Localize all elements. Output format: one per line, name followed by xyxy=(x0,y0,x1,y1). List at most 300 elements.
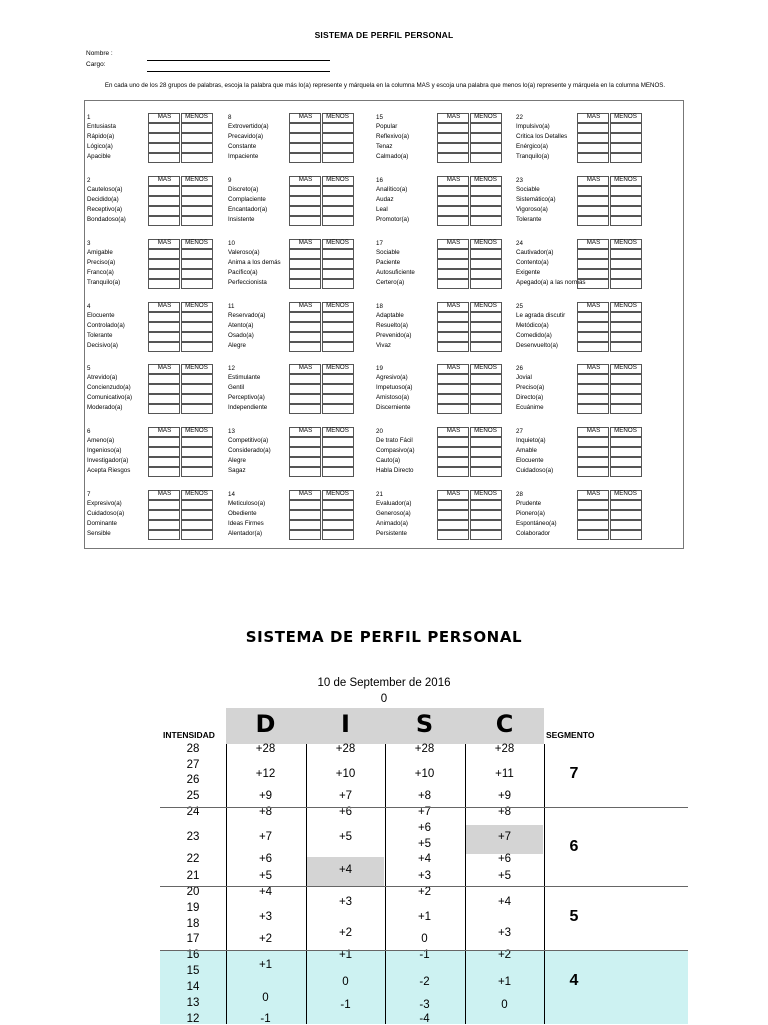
menos-checkbox[interactable] xyxy=(470,374,502,384)
menos-checkbox[interactable] xyxy=(322,279,354,289)
grid-vline xyxy=(306,744,307,1024)
menos-checkbox[interactable] xyxy=(322,196,354,206)
mas-checkbox[interactable] xyxy=(437,510,469,520)
menos-checkbox[interactable] xyxy=(322,332,354,342)
mas-checkbox[interactable] xyxy=(577,186,609,196)
menos-checkbox[interactable] xyxy=(322,133,354,143)
menos-checkbox[interactable] xyxy=(470,259,502,269)
mas-checkbox[interactable] xyxy=(577,404,609,414)
mas-checkbox[interactable] xyxy=(148,530,180,540)
mas-checkbox[interactable] xyxy=(577,467,609,477)
mas-checkbox[interactable] xyxy=(148,342,180,352)
menos-checkbox[interactable] xyxy=(470,437,502,447)
mas-checkbox[interactable] xyxy=(437,374,469,384)
mas-checkbox[interactable] xyxy=(289,216,321,226)
mas-checkbox[interactable] xyxy=(289,520,321,530)
menos-checkbox[interactable] xyxy=(181,457,213,467)
mas-checkbox[interactable] xyxy=(148,384,180,394)
disc-value-i: +28 xyxy=(335,743,356,755)
mas-checkbox[interactable] xyxy=(437,530,469,540)
menos-checkbox[interactable] xyxy=(181,269,213,279)
grid-vline xyxy=(465,744,466,1024)
word-group xyxy=(226,291,361,353)
mas-checkbox[interactable] xyxy=(577,206,609,216)
menos-checkbox[interactable] xyxy=(181,530,213,540)
mas-checkbox[interactable] xyxy=(289,312,321,322)
word-option: Tranquilo(a) xyxy=(516,153,550,160)
menos-checkbox[interactable] xyxy=(610,467,642,477)
mas-checkbox[interactable] xyxy=(289,437,321,447)
menos-checkbox[interactable] xyxy=(322,374,354,384)
menos-checkbox[interactable] xyxy=(322,520,354,530)
menos-checkbox[interactable] xyxy=(181,143,213,153)
letter-s: S xyxy=(415,710,434,738)
mas-checkbox[interactable] xyxy=(289,467,321,477)
menos-checkbox[interactable] xyxy=(470,404,502,414)
word-option: Comedido(a) xyxy=(516,332,552,339)
word-option: Competitivo(a) xyxy=(228,437,269,444)
word-option: Rápido(a) xyxy=(87,133,115,140)
menos-checkbox[interactable] xyxy=(610,510,642,520)
menos-checkbox[interactable] xyxy=(181,279,213,289)
word-option: Pionero(a) xyxy=(516,510,545,517)
menos-checkbox[interactable] xyxy=(470,249,502,259)
disc-value-i: +2 xyxy=(338,927,353,939)
word-option: Adaptable xyxy=(376,312,404,319)
word-group xyxy=(85,165,220,227)
mas-checkbox[interactable] xyxy=(437,332,469,342)
mas-checkbox[interactable] xyxy=(289,249,321,259)
group-number: 6 xyxy=(87,428,91,435)
mas-checkbox[interactable] xyxy=(148,510,180,520)
word-option: Sistemático(a) xyxy=(516,196,556,203)
menos-checkbox[interactable] xyxy=(322,510,354,520)
menos-checkbox[interactable] xyxy=(322,259,354,269)
mas-checkbox[interactable] xyxy=(577,332,609,342)
word-option: Alegre xyxy=(228,342,246,349)
mas-checkbox[interactable] xyxy=(289,133,321,143)
menos-checkbox[interactable] xyxy=(181,206,213,216)
menos-checkbox[interactable] xyxy=(181,404,213,414)
menos-checkbox[interactable] xyxy=(610,196,642,206)
menos-checkbox[interactable] xyxy=(322,186,354,196)
mas-checkbox[interactable] xyxy=(437,312,469,322)
mas-checkbox[interactable] xyxy=(437,206,469,216)
menos-checkbox[interactable] xyxy=(470,279,502,289)
menos-checkbox[interactable] xyxy=(610,394,642,404)
mas-checkbox[interactable] xyxy=(437,384,469,394)
mas-checkbox[interactable] xyxy=(577,279,609,289)
menos-checkbox[interactable] xyxy=(322,216,354,226)
menos-checkbox[interactable] xyxy=(470,123,502,133)
group-number: 17 xyxy=(376,240,383,247)
mas-checkbox[interactable] xyxy=(437,437,469,447)
mas-checkbox[interactable] xyxy=(577,530,609,540)
mas-checkbox[interactable] xyxy=(148,457,180,467)
word-option: Investigador(a) xyxy=(87,457,129,464)
menos-checkbox[interactable] xyxy=(322,437,354,447)
menos-checkbox[interactable] xyxy=(322,143,354,153)
mas-checkbox[interactable] xyxy=(437,500,469,510)
mas-checkbox[interactable] xyxy=(577,437,609,447)
menos-checkbox[interactable] xyxy=(322,269,354,279)
word-option: Autosuficiente xyxy=(376,269,415,276)
menos-checkbox[interactable] xyxy=(322,384,354,394)
menos-checkbox[interactable] xyxy=(610,384,642,394)
mas-checkbox[interactable] xyxy=(289,123,321,133)
menos-checkbox[interactable] xyxy=(470,384,502,394)
menos-checkbox[interactable] xyxy=(470,143,502,153)
mas-checkbox[interactable] xyxy=(577,447,609,457)
mas-checkbox[interactable] xyxy=(289,394,321,404)
mas-checkbox[interactable] xyxy=(437,249,469,259)
menos-checkbox[interactable] xyxy=(322,206,354,216)
col-menos-header: MENOS xyxy=(614,427,637,434)
disc-value-i: +3 xyxy=(338,896,353,908)
menos-checkbox[interactable] xyxy=(181,342,213,352)
word-option: Pacífico(a) xyxy=(228,269,258,276)
col-mas-header: MAS xyxy=(157,239,172,246)
menos-checkbox[interactable] xyxy=(322,447,354,457)
menos-checkbox[interactable] xyxy=(610,312,642,322)
menos-checkbox[interactable] xyxy=(610,530,642,540)
mas-checkbox[interactable] xyxy=(577,342,609,352)
menos-checkbox[interactable] xyxy=(610,404,642,414)
menos-checkbox[interactable] xyxy=(181,447,213,457)
mas-checkbox[interactable] xyxy=(437,259,469,269)
word-group xyxy=(514,228,649,290)
disc-value-i: +4 xyxy=(338,864,353,876)
disc-value-i: +10 xyxy=(335,768,356,780)
mas-checkbox[interactable] xyxy=(437,404,469,414)
menos-checkbox[interactable] xyxy=(470,332,502,342)
mas-checkbox[interactable] xyxy=(577,259,609,269)
menos-checkbox[interactable] xyxy=(610,447,642,457)
mas-checkbox[interactable] xyxy=(289,206,321,216)
word-option: Concienzudo(a) xyxy=(87,384,131,391)
mas-checkbox[interactable] xyxy=(437,322,469,332)
mas-checkbox[interactable] xyxy=(289,510,321,520)
disc-value-s: +8 xyxy=(417,790,432,802)
menos-checkbox[interactable] xyxy=(322,342,354,352)
mas-checkbox[interactable] xyxy=(577,143,609,153)
menos-checkbox[interactable] xyxy=(610,279,642,289)
mas-checkbox[interactable] xyxy=(289,447,321,457)
word-group xyxy=(374,416,509,478)
word-option: Meticuloso(a) xyxy=(228,500,266,507)
menos-checkbox[interactable] xyxy=(470,467,502,477)
menos-checkbox[interactable] xyxy=(610,143,642,153)
mas-checkbox[interactable] xyxy=(148,196,180,206)
menos-checkbox[interactable] xyxy=(470,394,502,404)
menos-checkbox[interactable] xyxy=(470,530,502,540)
word-option: Reservado(a) xyxy=(228,312,266,319)
mas-checkbox[interactable] xyxy=(289,269,321,279)
mas-checkbox[interactable] xyxy=(148,143,180,153)
menos-checkbox[interactable] xyxy=(610,520,642,530)
menos-checkbox[interactable] xyxy=(470,520,502,530)
menos-checkbox[interactable] xyxy=(181,249,213,259)
disc-value-d: +9 xyxy=(258,790,273,802)
mas-checkbox[interactable] xyxy=(148,259,180,269)
menos-checkbox[interactable] xyxy=(610,206,642,216)
mas-checkbox[interactable] xyxy=(437,447,469,457)
menos-checkbox[interactable] xyxy=(470,133,502,143)
mas-checkbox[interactable] xyxy=(289,196,321,206)
menos-checkbox[interactable] xyxy=(610,259,642,269)
word-option: Evaluador(a) xyxy=(376,500,412,507)
word-option: Cauteloso(a) xyxy=(87,186,123,193)
mas-checkbox[interactable] xyxy=(437,133,469,143)
mas-checkbox[interactable] xyxy=(437,342,469,352)
menos-checkbox[interactable] xyxy=(181,520,213,530)
mas-checkbox[interactable] xyxy=(148,500,180,510)
col-mas-header: MAS xyxy=(586,176,601,183)
col-menos-header: MENOS xyxy=(326,302,349,309)
mas-checkbox[interactable] xyxy=(437,457,469,467)
intensity-value: 28 xyxy=(186,743,200,755)
word-option: Cautivador(a) xyxy=(516,249,554,256)
word-group xyxy=(514,291,649,353)
mas-checkbox[interactable] xyxy=(437,269,469,279)
mas-checkbox[interactable] xyxy=(289,374,321,384)
mas-checkbox[interactable] xyxy=(148,206,180,216)
menos-checkbox[interactable] xyxy=(610,269,642,279)
menos-checkbox[interactable] xyxy=(470,269,502,279)
menos-checkbox[interactable] xyxy=(181,322,213,332)
group-number: 8 xyxy=(228,114,232,121)
menos-checkbox[interactable] xyxy=(470,342,502,352)
mas-checkbox[interactable] xyxy=(437,394,469,404)
col-mas-header: MAS xyxy=(446,427,461,434)
menos-checkbox[interactable] xyxy=(322,457,354,467)
mas-checkbox[interactable] xyxy=(577,196,609,206)
mas-checkbox[interactable] xyxy=(577,510,609,520)
menos-checkbox[interactable] xyxy=(610,216,642,226)
menos-checkbox[interactable] xyxy=(181,153,213,163)
menos-checkbox[interactable] xyxy=(322,404,354,414)
word-option: Obediente xyxy=(228,510,257,517)
menos-checkbox[interactable] xyxy=(181,196,213,206)
menos-checkbox[interactable] xyxy=(322,123,354,133)
menos-checkbox[interactable] xyxy=(322,322,354,332)
menos-checkbox[interactable] xyxy=(181,384,213,394)
word-option: Tranquilo(a) xyxy=(87,279,121,286)
mas-checkbox[interactable] xyxy=(148,269,180,279)
menos-checkbox[interactable] xyxy=(470,447,502,457)
group-number: 9 xyxy=(228,177,232,184)
word-option: Atrevido(a) xyxy=(87,374,118,381)
intensity-value: 13 xyxy=(186,997,200,1009)
word-option: Le agrada discutir xyxy=(516,312,566,319)
menos-checkbox[interactable] xyxy=(610,123,642,133)
mas-checkbox[interactable] xyxy=(289,259,321,269)
menos-checkbox[interactable] xyxy=(322,530,354,540)
mas-checkbox[interactable] xyxy=(577,322,609,332)
menos-checkbox[interactable] xyxy=(610,374,642,384)
mas-checkbox[interactable] xyxy=(577,457,609,467)
menos-checkbox[interactable] xyxy=(181,500,213,510)
mas-checkbox[interactable] xyxy=(148,186,180,196)
mas-checkbox[interactable] xyxy=(437,216,469,226)
mas-checkbox[interactable] xyxy=(289,153,321,163)
mas-checkbox[interactable] xyxy=(148,322,180,332)
menos-checkbox[interactable] xyxy=(181,186,213,196)
menos-checkbox[interactable] xyxy=(470,196,502,206)
word-option: Certero(a) xyxy=(376,279,405,286)
menos-checkbox[interactable] xyxy=(181,133,213,143)
word-group xyxy=(226,479,361,541)
word-option: Bondadoso(a) xyxy=(87,216,126,223)
mas-checkbox[interactable] xyxy=(577,520,609,530)
mas-checkbox[interactable] xyxy=(289,500,321,510)
disc-value-i: +1 xyxy=(338,949,353,961)
menos-checkbox[interactable] xyxy=(470,206,502,216)
menos-checkbox[interactable] xyxy=(610,332,642,342)
mas-checkbox[interactable] xyxy=(148,216,180,226)
mas-checkbox[interactable] xyxy=(437,467,469,477)
menos-checkbox[interactable] xyxy=(470,457,502,467)
menos-checkbox[interactable] xyxy=(610,322,642,332)
menos-checkbox[interactable] xyxy=(181,259,213,269)
word-group xyxy=(226,228,361,290)
word-option: Impaciente xyxy=(228,153,259,160)
menos-checkbox[interactable] xyxy=(610,342,642,352)
word-option: Tenaz xyxy=(376,143,393,150)
mas-checkbox[interactable] xyxy=(148,332,180,342)
mas-checkbox[interactable] xyxy=(148,279,180,289)
word-option: Apacible xyxy=(87,153,111,160)
mas-checkbox[interactable] xyxy=(577,312,609,322)
segmento-label: SEGMENTO xyxy=(546,730,595,740)
menos-checkbox[interactable] xyxy=(181,467,213,477)
menos-checkbox[interactable] xyxy=(322,467,354,477)
mas-checkbox[interactable] xyxy=(577,123,609,133)
mas-checkbox[interactable] xyxy=(148,312,180,322)
menos-checkbox[interactable] xyxy=(181,374,213,384)
menos-checkbox[interactable] xyxy=(181,216,213,226)
col-menos-header: MENOS xyxy=(474,302,497,309)
grid-hline xyxy=(160,886,688,887)
word-option: Amable xyxy=(516,447,537,454)
mas-checkbox[interactable] xyxy=(437,153,469,163)
menos-checkbox[interactable] xyxy=(610,133,642,143)
group-number: 2 xyxy=(87,177,91,184)
mas-checkbox[interactable] xyxy=(148,249,180,259)
group-number: 24 xyxy=(516,240,523,247)
mas-checkbox[interactable] xyxy=(148,374,180,384)
form-title: SISTEMA DE PERFIL PERSONAL xyxy=(314,30,454,40)
mas-checkbox[interactable] xyxy=(148,123,180,133)
mas-checkbox[interactable] xyxy=(289,322,321,332)
menos-checkbox[interactable] xyxy=(322,249,354,259)
mas-checkbox[interactable] xyxy=(577,249,609,259)
menos-checkbox[interactable] xyxy=(470,500,502,510)
mas-checkbox[interactable] xyxy=(437,520,469,530)
menos-checkbox[interactable] xyxy=(470,216,502,226)
mas-checkbox[interactable] xyxy=(148,153,180,163)
mas-checkbox[interactable] xyxy=(577,384,609,394)
mas-checkbox[interactable] xyxy=(577,374,609,384)
menos-checkbox[interactable] xyxy=(322,153,354,163)
word-option: Anima a los demás xyxy=(228,259,281,266)
disc-value-s: +10 xyxy=(414,768,435,780)
menos-checkbox[interactable] xyxy=(322,312,354,322)
col-menos-header: MENOS xyxy=(614,239,637,246)
word-option: Analítico(a) xyxy=(376,186,408,193)
disc-value-c: +9 xyxy=(497,790,512,802)
mas-checkbox[interactable] xyxy=(289,457,321,467)
mas-checkbox[interactable] xyxy=(437,143,469,153)
menos-checkbox[interactable] xyxy=(181,332,213,342)
mas-checkbox[interactable] xyxy=(148,520,180,530)
menos-checkbox[interactable] xyxy=(181,394,213,404)
menos-checkbox[interactable] xyxy=(610,437,642,447)
menos-checkbox[interactable] xyxy=(181,312,213,322)
menos-checkbox[interactable] xyxy=(181,437,213,447)
menos-checkbox[interactable] xyxy=(322,394,354,404)
word-option: Sensible xyxy=(87,530,111,537)
mas-checkbox[interactable] xyxy=(148,447,180,457)
mas-checkbox[interactable] xyxy=(289,279,321,289)
col-menos-header: MENOS xyxy=(614,113,637,120)
mas-checkbox[interactable] xyxy=(148,133,180,143)
menos-checkbox[interactable] xyxy=(470,322,502,332)
mas-checkbox[interactable] xyxy=(289,404,321,414)
menos-checkbox[interactable] xyxy=(322,500,354,510)
mas-checkbox[interactable] xyxy=(289,186,321,196)
mas-checkbox[interactable] xyxy=(289,384,321,394)
mas-checkbox[interactable] xyxy=(289,342,321,352)
mas-checkbox[interactable] xyxy=(437,196,469,206)
menos-checkbox[interactable] xyxy=(181,510,213,520)
group-number: 21 xyxy=(376,491,383,498)
mas-checkbox[interactable] xyxy=(577,133,609,143)
disc-value-d: +4 xyxy=(258,886,273,898)
menos-checkbox[interactable] xyxy=(470,510,502,520)
menos-checkbox[interactable] xyxy=(470,186,502,196)
menos-checkbox[interactable] xyxy=(181,123,213,133)
mas-checkbox[interactable] xyxy=(577,153,609,163)
mas-checkbox[interactable] xyxy=(289,143,321,153)
mas-checkbox[interactable] xyxy=(577,269,609,279)
mas-checkbox[interactable] xyxy=(437,123,469,133)
menos-checkbox[interactable] xyxy=(610,186,642,196)
mas-checkbox[interactable] xyxy=(148,394,180,404)
menos-checkbox[interactable] xyxy=(610,249,642,259)
menos-checkbox[interactable] xyxy=(610,457,642,467)
menos-checkbox[interactable] xyxy=(610,500,642,510)
mas-checkbox[interactable] xyxy=(289,530,321,540)
menos-checkbox[interactable] xyxy=(470,312,502,322)
menos-checkbox[interactable] xyxy=(610,153,642,163)
mas-checkbox[interactable] xyxy=(577,500,609,510)
word-group xyxy=(85,353,220,415)
mas-checkbox[interactable] xyxy=(437,279,469,289)
mas-checkbox[interactable] xyxy=(148,437,180,447)
mas-checkbox[interactable] xyxy=(148,467,180,477)
mas-checkbox[interactable] xyxy=(577,394,609,404)
group-number: 16 xyxy=(376,177,383,184)
mas-checkbox[interactable] xyxy=(148,404,180,414)
mas-checkbox[interactable] xyxy=(577,216,609,226)
group-number: 1 xyxy=(87,114,91,121)
mas-checkbox[interactable] xyxy=(289,332,321,342)
mas-checkbox[interactable] xyxy=(437,186,469,196)
menos-checkbox[interactable] xyxy=(470,153,502,163)
word-option: Resuelto(a) xyxy=(376,322,408,329)
intensity-value: 17 xyxy=(186,933,200,945)
